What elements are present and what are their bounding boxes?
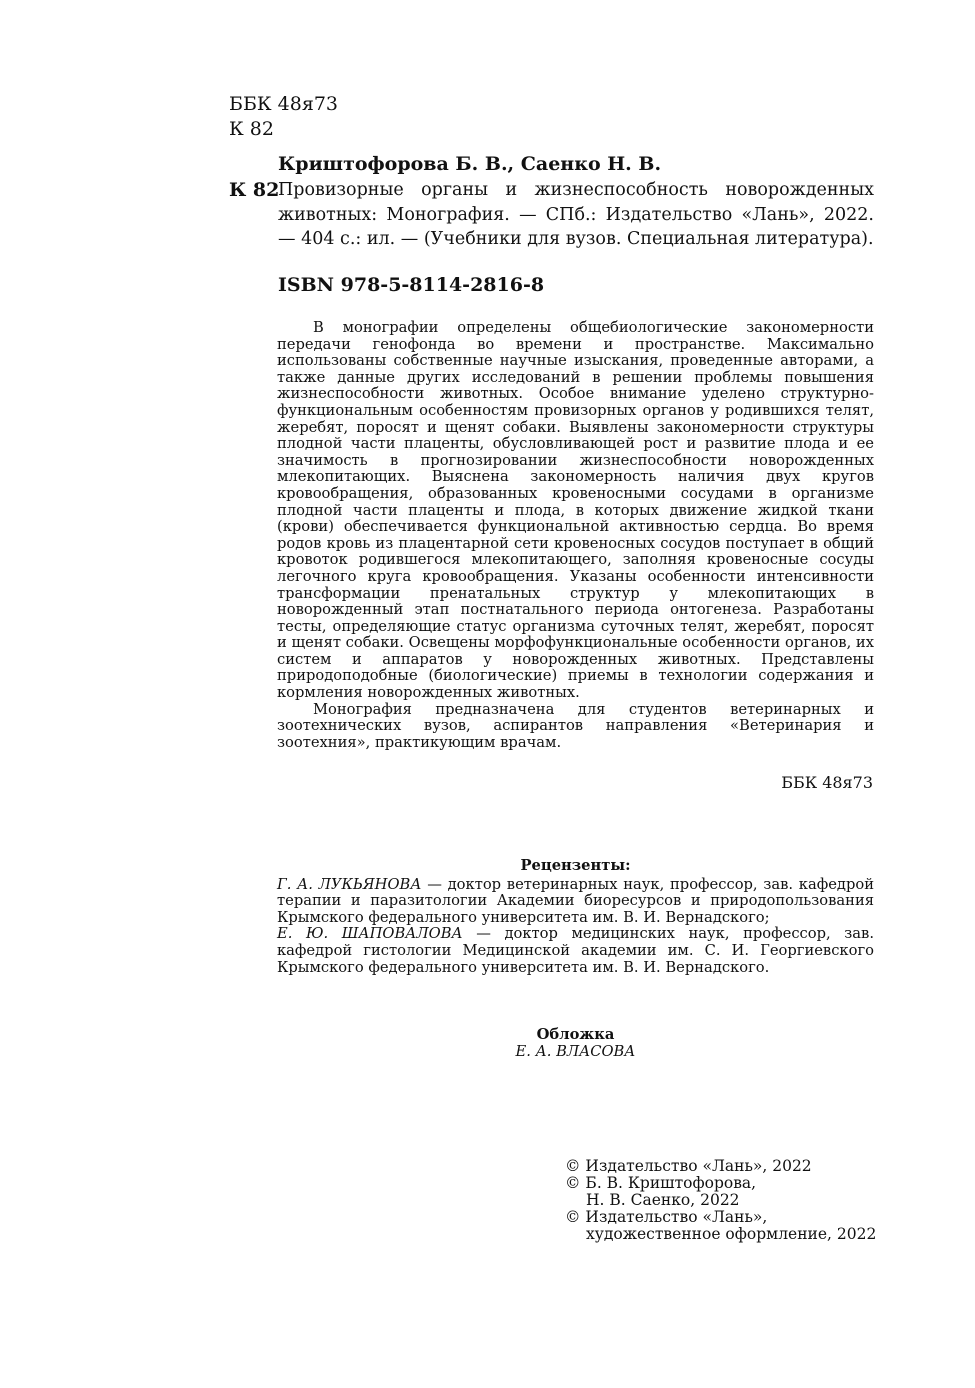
- bbk-header: [229, 92, 338, 142]
- copyright-line: Н. В. Саенко, 2022: [586, 1191, 740, 1209]
- abstract-paragraph: В монографии определены общебиологические закономерности передачи генофонда во времени и пространстве. Максимально использованы собственные научные изыскания, проведенные авторами, а также данные других исследований в решении проблемы повышения жизнеспособности животных. Особое внимание уделено структурно-функциональным особенностям провизорных органов у родившихся телят, жеребят, поросят и щенят собаки. Выявлены закономерности структуры плодной части плаценты, обусловливающей рост и развитие плода и ее значимость в прогнозировании жизнеспособности новорожденных млекопитающих. Выяснена закономерность наличия двух кругов кровообращения, образованных кровеносными сосудами в организме плодной части плаценты и плода, в которых движение жидкой ткани (крови) обеспечивается функциональной активностью сердца. Во время родов кровь из плацентарной сети кровеносных сосудов поступает в общий кровоток родившегося млекопитающего, заполняя кровеносные сосуды легочного круга кровообращения. Указаны особенности интенсивности трансформации пренатальных структур у млекопитающих в новорожденный этап постнатального периода онтогенеза. Разработаны тесты, определяющие статус организма суточных телят, жеребят, поросят и щенят собаки. Освещены морфофункциональные особенности органов, их систем и аппаратов у новорожденных животных. Представлены природоподобные (биологические) приемы в технологии содержания и кормления новорожденных животных.: [277, 319, 874, 702]
- isbn: ISBN 978-5-8114-2816-8: [278, 274, 545, 296]
- abstract: [277, 320, 874, 751]
- bbk-code-bottom: ББК 48я73: [781, 773, 873, 792]
- cover-title: Обложка: [536, 1026, 615, 1043]
- copyright-line: © Издательство «Лань»,: [565, 1208, 768, 1226]
- copyright-block: [565, 1158, 876, 1243]
- cover-credit: [277, 1026, 874, 1060]
- reviewers-heading: Рецензенты:: [520, 857, 631, 874]
- authors-line: Криштофорова Б. В., Саенко Н. В.: [278, 153, 662, 175]
- reviewer-name: Е. Ю. ШАПОВАЛОВА: [277, 925, 463, 943]
- bbk-code: ББК 48я73: [229, 93, 339, 115]
- copyright-line: художественное оформление, 2022: [586, 1225, 877, 1243]
- copyright-line: © Б. В. Криштофорова,: [565, 1174, 757, 1192]
- reviewer-name: Г. А. ЛУКЬЯНОВА: [277, 875, 422, 893]
- reviewer-entry: [277, 926, 874, 976]
- author-mark: К 82: [229, 118, 274, 140]
- reviewer-details: — доктор медицинских наук, профессор, зав. кафедрой гистологии Медицинской академии им. С. И. Георгиевского Крымского федерального университета им. В. И. Вернадского.: [277, 925, 874, 976]
- reviewer-entry: [277, 877, 874, 927]
- reviewers-section: [277, 858, 874, 976]
- reviewer-details: — доктор ветеринарных наук, профессор, зав. кафедрой терапии и паразитологии Академии биоресурсов и природопользования Крымского федерального университета им. В. И. Вернадского;: [277, 875, 875, 926]
- copyright-line: © Издательство «Лань», 2022: [565, 1157, 812, 1175]
- abstract-paragraph: Монография предназначена для студентов ветеринарных и зоотехнических вузов, аспирантов направления «Ветеринария и зоотехния», практикующим врачам.: [277, 700, 874, 751]
- author-mark-bold: К 82: [229, 179, 280, 201]
- bibliographic-description: Провизорные органы и жизнеспособность новорожденных животных: Монография. — СПб.: Издательство «Лань», 2022. — 404 с.: ил. — (Учебники для вузов. Специальная литература).: [278, 180, 874, 249]
- cover-designer: Е. А. ВЛАСОВА: [515, 1043, 636, 1060]
